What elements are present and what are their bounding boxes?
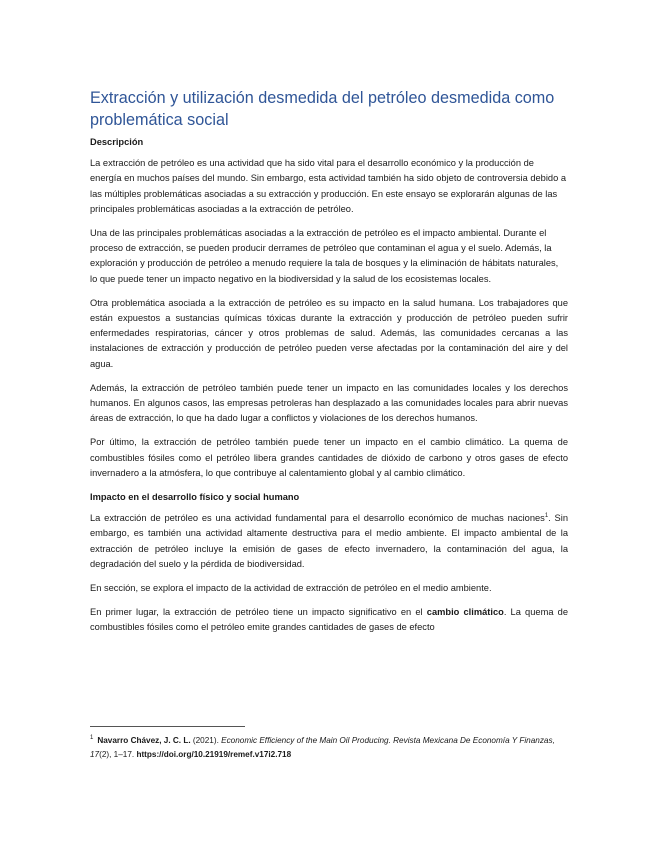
paragraph-impacto-3-rest: . La quema de combustibles fósiles como el petróleo emite grandes cantidades de gases de efecto [90, 607, 568, 633]
footnote-number: 1 [90, 735, 94, 742]
footnote-year: (2021). [190, 736, 219, 745]
document-body [90, 88, 568, 645]
paragraph-health: Otra problemática asociada a la extracción de petróleo es su impacto en la salud humana. Los trabajadores que están expuestos a sustancias químicas tóxicas durante la extracción y producción de petróleo pueden sufrir enfermedades respiratorias, cáncer y otros problemas de salud. Además, las comunidades cercanas a las instalaciones de extracción y producción de petróleo pueden verse afectadas por la contaminación del aire y del agua. [90, 297, 568, 369]
footnote-reference[interactable]: 1 [544, 513, 549, 520]
paragraph-communities: Además, la extracción de petróleo también puede tener un impacto en las comunidades locales y los derechos humanos. En algunos casos, las empresas petroleras han desplazado a las comunidades locales para abrir nuevas áreas de extracción, lo que ha dado lugar a conflictos y violaciones de los derechos humanos. [90, 382, 568, 424]
section-heading-impacto: Impacto en el desarrollo físico y social humano [90, 492, 300, 503]
footnote-issue: (2), 1–17. [99, 749, 137, 759]
paragraph-impacto-3 [90, 605, 568, 635]
paragraph-intro: La extracción de petróleo es una actividad que ha sido vital para el desarrollo económico y la producción de energía en muchos países del mundo. Sin embargo, esta actividad también ha sido objeto de controversia debido a las múltiples problemáticas asociadas a su extracción y producción. En este ensayo se explorarán algunas de las principales problemáticas asociadas a la extracción de petróleo. [90, 158, 566, 214]
paragraph-impacto-2: En sección, se explora el impacto de la actividad de extracción de petróleo en el medio ambiente. [90, 583, 492, 594]
paragraph-impacto-1 [90, 511, 568, 572]
page-title: Extracción y utilización desmedida del petróleo desmedida como problemática social [90, 89, 555, 129]
footnote-title: Economic Efficiency of the Main Oil Producing. Revista Mexicana De Economía Y Finanzas, 17 [90, 736, 555, 759]
paragraph-environment: Una de las principales problemáticas asociadas a la extracción de petróleo es el impacto ambiental. Durante el proceso de extracción, se pueden producir derrames de petróleo que contaminan el agua y el suelo. Además, la exploración y producción de petróleo a menudo requiere la tala de bosques y la eliminación de hábitats naturales, lo que puede tener un impacto negativo en la biodiversidad y la salud de los ecosistemas locales. [90, 228, 559, 284]
paragraph-impacto-3-text: En primer lugar, la extracción de petróleo tiene un impacto significativo en el [90, 607, 427, 618]
emphasis-cambio-climatico: cambio climático [426, 607, 504, 618]
paragraph-climate: Por último, la extracción de petróleo también puede tener un impacto en el cambio climático. La quema de combustibles fósiles como el petróleo libera grandes cantidades de dióxido de carbono y otros gases de efecto invernadero a la atmósfera, lo que contribuye al calentamiento global y al cambio climático. [90, 437, 568, 478]
footnote [90, 734, 568, 761]
footnote-divider [90, 726, 245, 727]
footnote-doi-link[interactable]: https://doi.org/10.21919/remef.v17i2.718 [136, 749, 292, 759]
paragraph-impacto-1-text: La extracción de petróleo es una actividad fundamental para el desarrollo económico de muchas naciones [90, 513, 545, 524]
paragraph-impacto-1-rest: . Sin embargo, es también una actividad altamente destructiva para el medio ambiente. El impacto ambiental de la extracción de petróleo incluye la emisión de gases de efecto invernadero, la contaminación del agua, la degradación del suelo y la pérdida de biodiversidad. [90, 513, 568, 569]
section-heading-descripcion: Descripción [90, 137, 144, 147]
footnote-author: Navarro Chávez, J. C. L. [97, 736, 191, 745]
